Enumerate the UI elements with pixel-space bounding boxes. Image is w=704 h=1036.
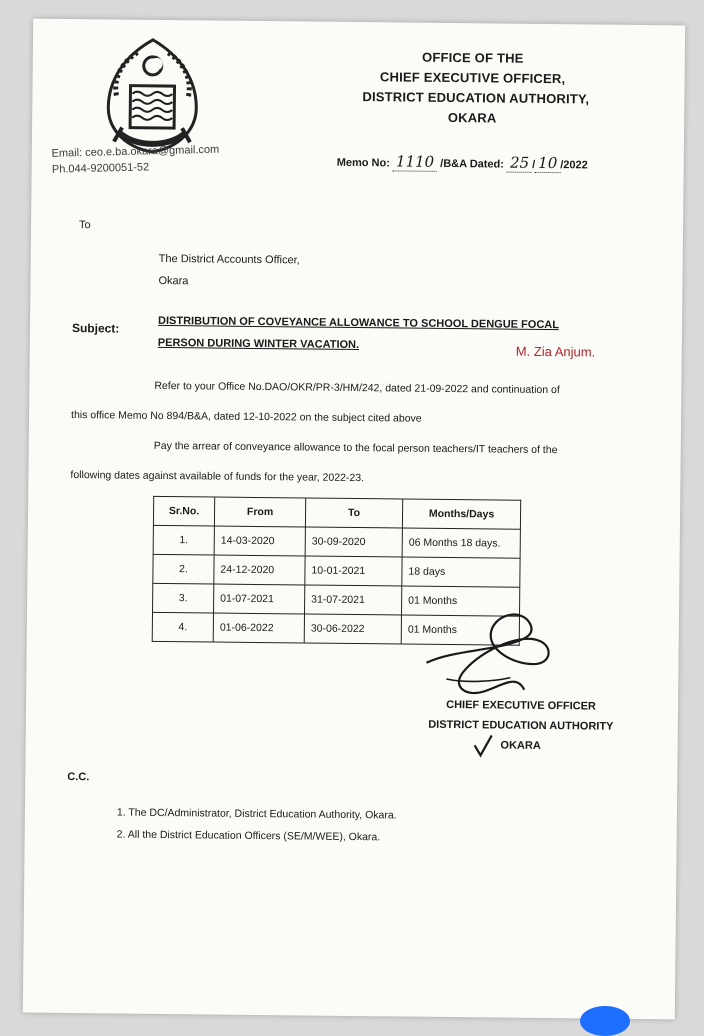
memo-month: 10	[535, 154, 560, 173]
subject-line-2: PERSON DURING WINTER VACATION.	[157, 336, 360, 352]
office-line-1: OFFICE OF THE	[421, 49, 524, 66]
memo-reference: Memo No: 1110 /B&A Dated: 25 / 10 /2022	[336, 152, 588, 173]
cell-duration: 01 Months	[401, 615, 519, 645]
memo-label: Memo No:	[336, 156, 390, 170]
contact-info	[51, 142, 219, 178]
cell-to: 30-06-2022	[304, 614, 401, 644]
office-heading	[362, 47, 590, 129]
table-row	[153, 554, 520, 587]
cell-to: 30-09-2020	[305, 527, 402, 557]
overlay-button-edge[interactable]	[580, 1006, 630, 1036]
addressee-line-1: The District Accounts Officer,	[158, 252, 300, 267]
cc-list	[117, 802, 397, 849]
body-paragraph-3: Pay the arrear of conveyance allowance to the focal person teachers/IT teachers of the	[153, 439, 558, 457]
education-authority-seal-icon	[94, 35, 211, 158]
office-line-2: CHIEF EXECUTIVE OFFICER,	[379, 69, 566, 87]
cell-from: 14-03-2020	[214, 526, 305, 556]
signatory-line-2: DISTRICT EDUCATION AUTHORITY	[428, 718, 614, 733]
cell-from: 01-06-2022	[213, 613, 304, 643]
handwritten-annotation: M. Zia Anjum.	[515, 343, 596, 360]
cell-to: 10-01-2021	[305, 556, 402, 586]
cell-to: 31-07-2021	[305, 585, 402, 615]
signatory-line-3: OKARA	[500, 739, 541, 752]
addressee-line-2: Okara	[158, 274, 189, 288]
table-row	[153, 525, 520, 558]
contact-email: Email: ceo.e.ba.okara@gmail.com	[51, 143, 220, 160]
body-paragraph-1: Refer to your Office No.DAO/OKR/PR-3/HM/242, dated 21-09-2022 and continuation of	[154, 379, 560, 397]
header-to: To	[305, 498, 402, 528]
contact-phone: Ph.044-9200051-52	[51, 161, 150, 176]
cell-sr-no: 2.	[153, 554, 214, 584]
cell-sr-no: 1.	[153, 525, 214, 555]
to-label: To	[78, 219, 91, 232]
body-paragraph-4: following dates against available of funds for the year, 2022-23.	[70, 469, 365, 485]
cell-duration: 18 days	[402, 557, 520, 587]
subject-line-1: DISTRIBUTION OF COVEYANCE ALLOWANCE TO SCHOOL DENGUE FOCAL	[158, 314, 560, 332]
checkmark-icon	[472, 733, 494, 757]
header-months-days: Months/Days	[402, 499, 520, 529]
table-header-row	[153, 496, 520, 529]
cc-item-2: 2. All the District Education Officers (SE/M/WEE), Okara.	[116, 828, 381, 844]
cell-sr-no: 3.	[153, 583, 214, 613]
document-page	[23, 19, 685, 1020]
office-line-4: OKARA	[447, 109, 497, 126]
cell-from: 24-12-2020	[214, 555, 305, 585]
memo-number: 1110	[393, 152, 437, 171]
memo-ref-label: /B&A Dated:	[440, 157, 505, 171]
memo-year: /2022	[560, 159, 588, 172]
memo-day: 25	[507, 154, 532, 173]
cell-from: 01-07-2021	[214, 584, 305, 614]
cell-duration: 06 Months 18 days.	[402, 528, 520, 558]
cell-sr-no: 4.	[152, 612, 213, 642]
cc-label: C.C.	[67, 771, 90, 784]
office-line-3: DISTRICT EDUCATION AUTHORITY,	[362, 89, 590, 107]
header-sr-no: Sr.No.	[153, 496, 214, 526]
cc-item-1: 1. The DC/Administrator, District Education Authority, Okara.	[116, 806, 397, 822]
header-from: From	[214, 497, 305, 527]
cell-duration: 01 Months	[401, 586, 519, 616]
signatory-line-1: CHIEF EXECUTIVE OFFICER	[446, 698, 596, 713]
addressee	[158, 248, 299, 293]
signatory-block	[406, 695, 637, 757]
subject-label: Subject:	[71, 321, 120, 336]
body-paragraph-2: this office Memo No 894/B&A, dated 12-10-2022 on the subject cited above	[71, 409, 422, 425]
